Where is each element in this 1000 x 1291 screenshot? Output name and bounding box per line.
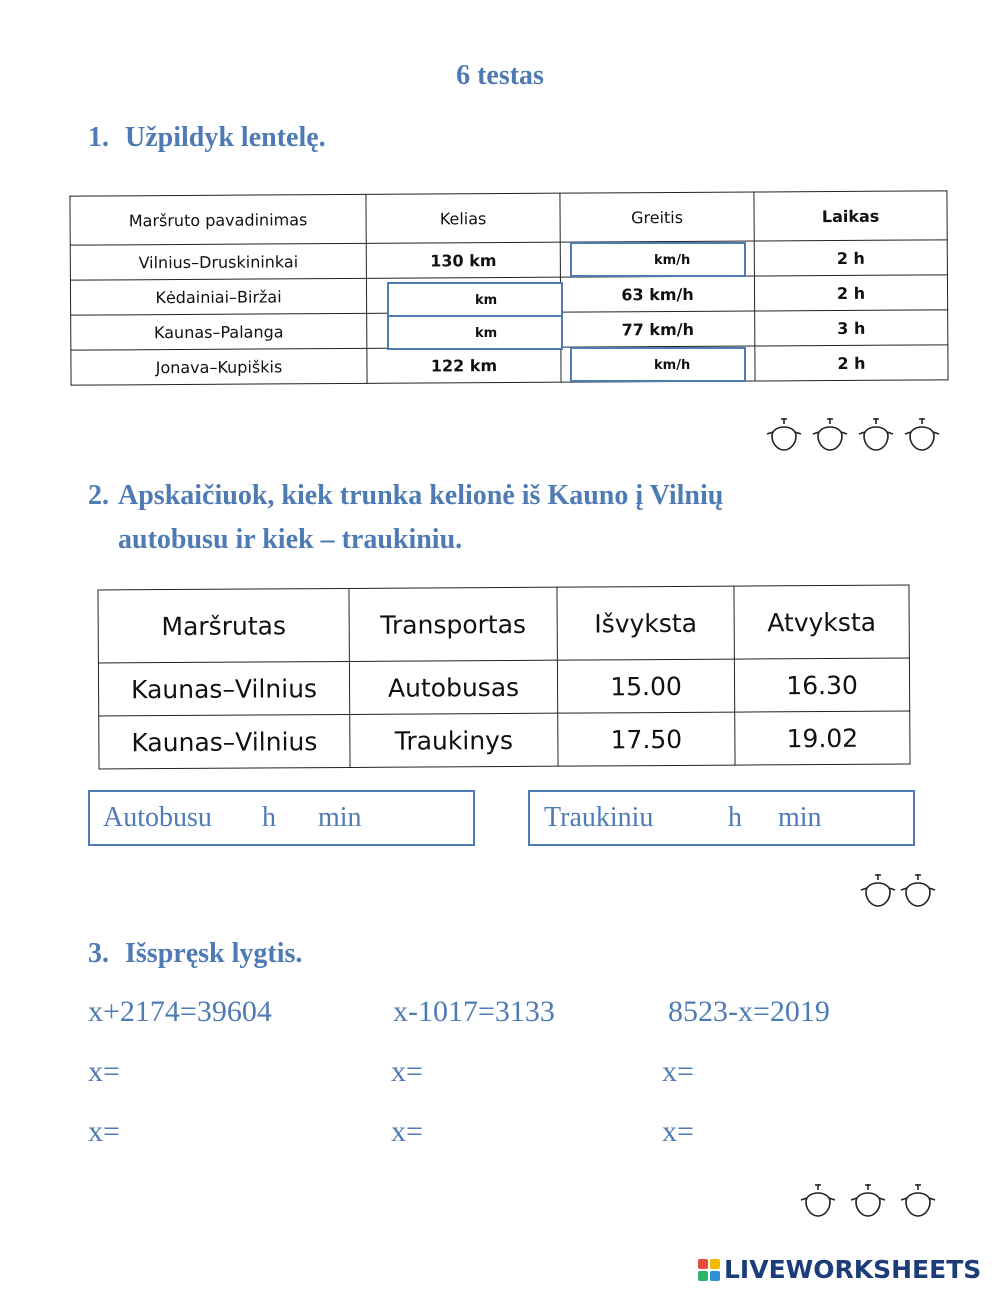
speed-cell: 77 km/h	[561, 311, 755, 347]
task3-heading	[88, 932, 302, 976]
task1-text: Užpildyk lentelę.	[125, 122, 326, 153]
face-icon	[898, 1180, 938, 1220]
table-header-row	[98, 585, 909, 663]
arrives-cell: 16.30	[734, 658, 909, 712]
liveworksheets-brand	[698, 1255, 981, 1284]
header-arrives: Atvyksta	[734, 585, 909, 659]
unit-label: km/h	[654, 358, 691, 373]
table-row	[70, 240, 947, 280]
face-icon	[764, 414, 804, 454]
task2-number: 2.	[88, 480, 109, 511]
equation-3-step2[interactable]: x=	[662, 1115, 694, 1148]
task2-heading	[88, 474, 723, 562]
table-header-row	[70, 191, 947, 245]
header-route: Maršrutas	[98, 588, 349, 663]
page-title: 6 testas	[456, 60, 544, 91]
train-hours-unit: h	[728, 802, 742, 833]
arrives-cell: 19.02	[735, 711, 910, 765]
header-speed: Greitis	[560, 192, 754, 242]
equation-2-step2[interactable]: x=	[391, 1115, 423, 1148]
time-cell: 2 h	[755, 345, 948, 381]
header-route: Maršruto pavadinimas	[70, 194, 366, 245]
bus-hours-unit: h	[262, 802, 276, 833]
bus-answer-box[interactable]	[88, 790, 475, 846]
task2-line2: autobusu ir kiek – traukiniu.	[118, 524, 463, 555]
time-cell: 3 h	[755, 310, 948, 346]
unit-label: km	[475, 326, 498, 341]
train-answer-box[interactable]	[528, 790, 915, 846]
speed-cell: 63 km/h	[560, 276, 754, 312]
speed-input-jonava-kupiskis[interactable]	[570, 347, 746, 382]
equation-3-step1[interactable]: x=	[662, 1055, 694, 1088]
schedule-table	[97, 585, 910, 770]
score-faces-task3	[798, 1180, 938, 1220]
equation-1-step1[interactable]: x=	[88, 1055, 120, 1088]
table-row	[71, 345, 948, 385]
transport-cell: Traukinys	[350, 713, 558, 767]
equation-2: x-1017=3133	[393, 995, 555, 1028]
task3-number: 3.	[88, 938, 109, 969]
equation-2-step1[interactable]: x=	[391, 1055, 423, 1088]
route-cell: Vilnius–Druskininkai	[70, 243, 366, 280]
task3-text: Išspręsk lygtis.	[125, 938, 303, 969]
unit-label: km	[475, 293, 498, 308]
header-distance: Kelias	[366, 193, 560, 243]
task1-heading	[88, 116, 326, 160]
departs-cell: 17.50	[558, 712, 735, 766]
face-icon	[810, 414, 850, 454]
task1-number: 1.	[88, 122, 109, 153]
header-time: Laikas	[754, 191, 947, 241]
table-row	[98, 658, 909, 716]
score-faces-task1	[764, 414, 942, 454]
route-cell: Kaunas–Vilnius	[99, 714, 350, 769]
face-icon	[798, 1180, 838, 1220]
train-minutes-unit: min	[778, 802, 822, 833]
speed-input-vilnius-druskininkai[interactable]	[570, 242, 746, 277]
time-cell: 2 h	[754, 275, 947, 311]
header-transport: Transportas	[349, 587, 557, 661]
departs-cell: 15.00	[557, 659, 734, 713]
liveworksheets-logo-icon	[698, 1259, 720, 1281]
transport-cell: Autobusas	[349, 660, 557, 714]
route-cell: Jonava–Kupiškis	[71, 348, 367, 385]
distance-input-kedainiai-birzai[interactable]	[387, 282, 563, 317]
table-row	[99, 711, 910, 769]
equation-3: 8523-x=2019	[668, 995, 830, 1028]
face-icon	[858, 870, 898, 910]
face-icon	[898, 870, 938, 910]
face-icon	[848, 1180, 888, 1220]
face-icon	[856, 414, 896, 454]
route-cell: Kaunas–Vilnius	[98, 661, 349, 716]
header-departs: Išvyksta	[557, 586, 734, 660]
task2-line1: Apskaičiuok, kiek trunka kelionė iš Kauno į Vilnių	[118, 480, 724, 511]
distance-cell: 122 km	[367, 347, 561, 383]
bus-label: Autobusu	[103, 802, 212, 833]
equation-1-step2[interactable]: x=	[88, 1115, 120, 1148]
distance-input-kaunas-palanga[interactable]	[387, 315, 563, 350]
route-cell: Kėdainiai–Biržai	[70, 278, 366, 315]
bus-minutes-unit: min	[318, 802, 362, 833]
time-cell: 2 h	[754, 240, 947, 276]
equation-1: x+2174=39604	[88, 995, 272, 1028]
score-faces-task2	[858, 870, 938, 910]
brand-text: LIVEWORKSHEETS	[724, 1255, 982, 1284]
train-label: Traukiniu	[544, 802, 654, 833]
unit-label: km/h	[654, 253, 691, 268]
face-icon	[902, 414, 942, 454]
distance-cell: 130 km	[366, 242, 560, 278]
route-cell: Kaunas–Palanga	[71, 313, 367, 350]
